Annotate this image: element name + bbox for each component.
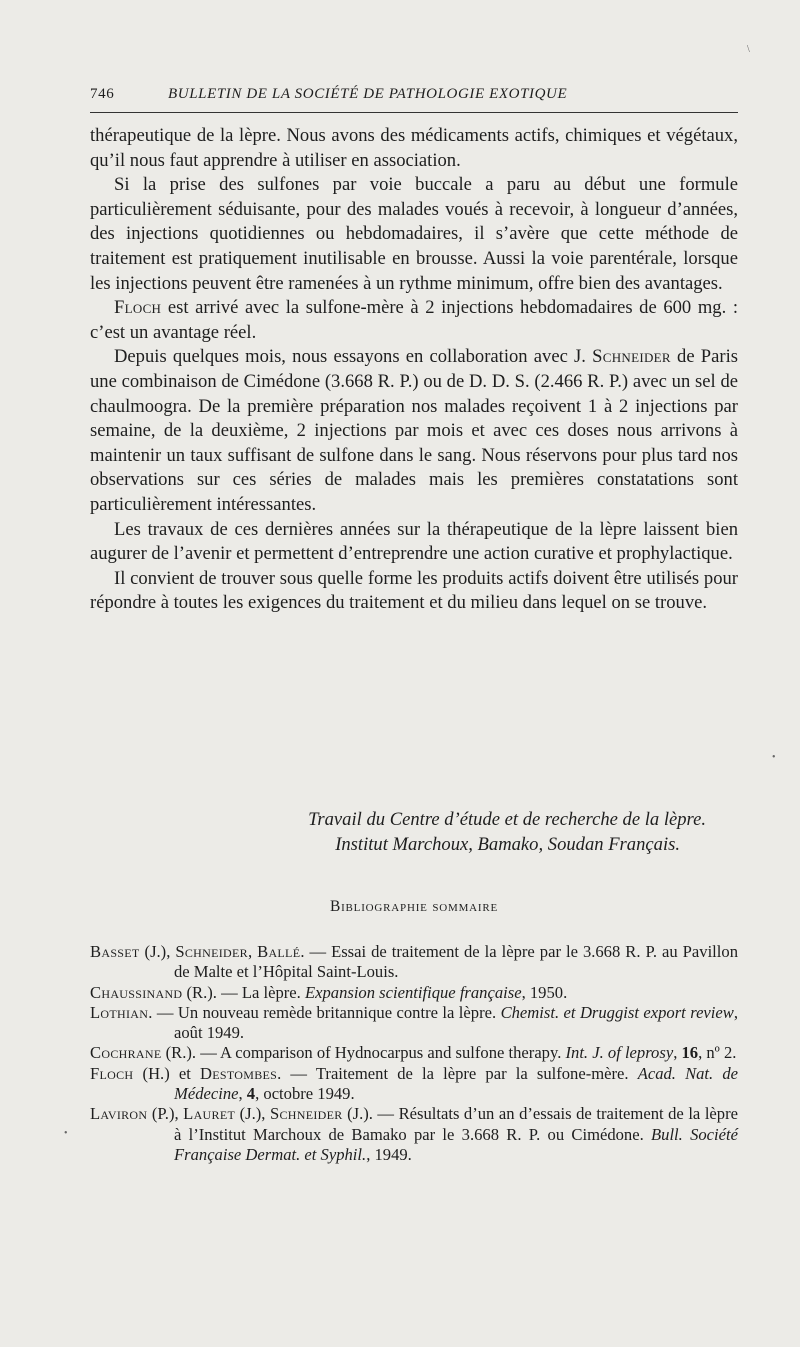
bibliography-entry: Basset (J.), Schneider, Ballé. — Essai de traitement de la lèpre par le 3.668 R. P. au Pavillon de Malte et l’Hôpital Saint-Louis. <box>90 942 738 982</box>
institution-signature <box>90 808 738 857</box>
bibliography-entry: Laviron (P.), Lauret (J.), Schneider (J.). — Résultats d’un an d’essais de traitement de la lèpre à l’Institut Marchoux de Bamako par le 3.668 R. P. ou Cimédone. Bull. Société Française Dermat. et Syphil., 1949. <box>90 1104 738 1164</box>
paragraph-5: Les travaux de ces dernières années sur la thérapeutique de la lèpre laissent bien augurer de l’avenir et permettent d’entreprendre une action curative et prophylactique. <box>90 518 738 565</box>
author-name: Floch <box>114 297 162 319</box>
scan-mark: • <box>64 1128 68 1139</box>
paragraph-1: thérapeutique de la lèpre. Nous avons des médicaments actifs, chimiques et végétaux, qu’il nous faut apprendre à utiliser en association. <box>90 125 738 171</box>
running-title: BULLETIN DE LA SOCIÉTÉ DE PATHOLOGIE EXOTIQUE <box>168 86 568 102</box>
bibliography-title: Bibliographie sommaire <box>329 898 499 915</box>
article-body <box>90 124 738 616</box>
scan-mark: • <box>772 752 776 763</box>
bibliography-entry: Cochrane (R.). — A comparison of Hydnocarpus and sulfone therapy. Int. J. of leprosy, 16, nº 2. <box>90 1043 737 1063</box>
bibliography-list <box>90 942 738 1165</box>
running-header <box>90 86 738 103</box>
paragraph-6: Il convient de trouver sous quelle forme les produits actifs doivent être utilisés pour répondre à toutes les exigences du traitement et du milieu dans lequel on se trouve. <box>90 567 738 614</box>
paragraph-4: Depuis quelques mois, nous essayons en collaboration avec J. Schneider de Paris une combinaison de Cimédone (3.668 R. P.) ou de D. D. S. (2.466 R. P.) avec un sel de chaulmoogra. De la première préparation nos malades reçoivent 1 à 2 injections par semaine, de la deuxième, 2 injections par mois et avec ces doses nous arrivons à maintenir un taux suffisant de sulfone dans le sang. Nous réservons pour plus tard nos observations sur ces séries de malades mais les premières constatations sont particulièrement intéressantes. <box>90 346 738 515</box>
author-name: Schneider <box>592 346 671 368</box>
signature-line-2: Institut Marchoux, Bamako, Soudan Français. <box>335 833 680 855</box>
header-rule <box>90 112 738 113</box>
paragraph-3: Floch est arrivé avec la sulfone-mère à 2 injections hebdomadaires de 600 mg. : c’est un avantage réel. <box>90 297 738 343</box>
bibliography-entry: Chaussinand (R.). — La lèpre. Expansion scientifique française, 1950. <box>90 982 568 1002</box>
bibliography-entry: Lothian. — Un nouveau remède britannique contre la lèpre. Chemist. et Druggist export review, août 1949. <box>90 1002 738 1043</box>
signature-line-1: Travail du Centre d’étude et de recherche de la lèpre. <box>308 809 706 830</box>
page-number: 746 <box>90 86 115 102</box>
paragraph-2: Si la prise des sulfones par voie buccale a paru au début une formule particulièrement séduisante, pour des malades voués à recevoir, à longueur d’années, des injections quotidiennes ou hebdomadaires, il s’avère que cette méthode de traitement est pratiquement inutilisable en brousse. Aussi la voie parentérale, lorsque les injections peuvent être ramenées à un rythme minimum, offre bien des avantages. <box>90 174 738 294</box>
bibliography-entry: Floch (H.) et Destombes. — Traitement de la lèpre par la sulfone-mère. Acad. Nat. de Médecine, 4, octobre 1949. <box>90 1063 738 1104</box>
scan-mark: \ <box>747 44 750 55</box>
